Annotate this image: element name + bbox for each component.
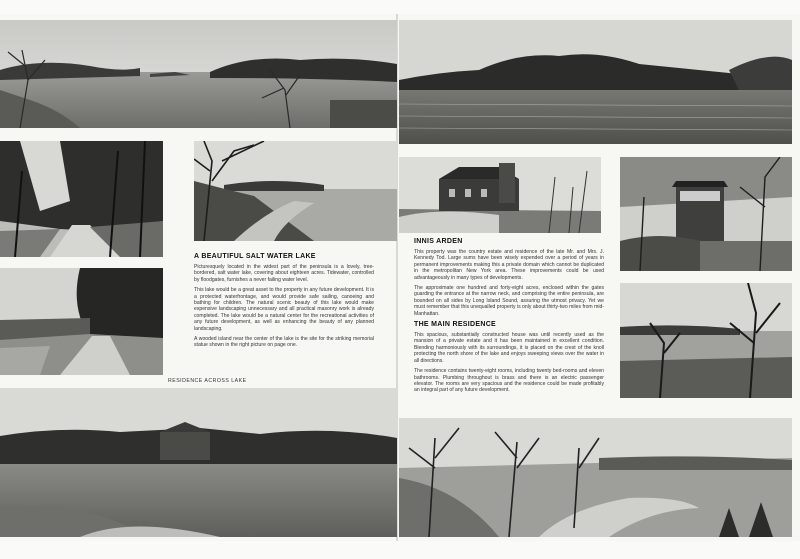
innis-arden-heading: INNIS ARDEN (414, 238, 463, 245)
main-residence-heading: THE MAIN RESIDENCE (414, 321, 497, 329)
estate-description-block (414, 238, 604, 398)
woodland-road-photo (0, 141, 163, 257)
estate-grounds-photo (399, 418, 792, 537)
innis-arden-paragraph-1: This property was the country estate and residence of the late Mr. and Mrs. J. Kennedy Tod. Large sums have been wisely expended over a period of years in permanent improvements making this a private domain which cannot be duplicated in the metropolitan New York area. These improvements could be used advantageously in many types of developments. (414, 249, 604, 281)
main-residence-paragraph-2: The residence contains twenty-eight rooms, including twenty bed-rooms and eleven bathrooms. Plumbing throughout is brass and there is an electric passenger elevator. The rooms are very spacious and the residence could be made profitably an integral part of any future development. (414, 368, 604, 394)
main-residence-paragraph-1: This spacious, substantially constructed house was until recently used as the mansion of a private estate and it has been maintained in excellent condition. Blending harmoniously with its surroundings, it is placed on the crest of the knoll protecting the north shore of the lake and enjoys sweeping views over the water in all directions. (414, 332, 604, 364)
lake-panorama-right-photo (399, 20, 792, 144)
residence-across-lake-photo (0, 388, 397, 537)
innis-arden-paragraph-2: The approximate one hundred and forty-eight acres, enclosed within the gates guarding the entrance at the narrow neck, and comprising the entire peninsula, are bounded on all sides by Long Island Sound, assuring the utmost privacy. Yet we must remember that this unequalled property is only about thirty-two miles from mid-Manhattan. (414, 285, 604, 317)
main-residence-photo (399, 157, 601, 233)
lake-panorama-left-photo (0, 20, 397, 128)
lake-paragraph-1: Picturesquely located in the widest part of the peninsula is a lovely, tree-bordered, salt water lake, covering about eighteen acres. Tidewater, controlled by floodgates, furnishes a never failing water level. (194, 264, 374, 283)
lake-trees-photo (620, 283, 792, 398)
lake-description-block (194, 253, 374, 353)
residence-caption: RESIDENCE ACROSS LAKE (168, 378, 247, 384)
lake-heading: A BEAUTIFUL SALT WATER LAKE (194, 253, 316, 260)
tower-house-photo (620, 157, 792, 271)
lake-paragraph-2: This lake would be a great asset to the property in any future development. It is a protected waterfrontage, and would provide safe sailing, canoeing and bathing for children. The natural scenic beauty of this lake would make expensive landscaping unnecessary and all practical masonry work is already completed. The lake would be a natural center for the recreational activities of any future development, as well as enhancing the beauty of any planned landscaping. (194, 287, 374, 332)
lake-paragraph-3: A wooded island near the center of the lake is the site for the striking memorial statue shown in the right picture on page one. (194, 336, 374, 349)
lake-shore-path-photo (194, 141, 397, 241)
country-lane-photo (0, 268, 163, 375)
